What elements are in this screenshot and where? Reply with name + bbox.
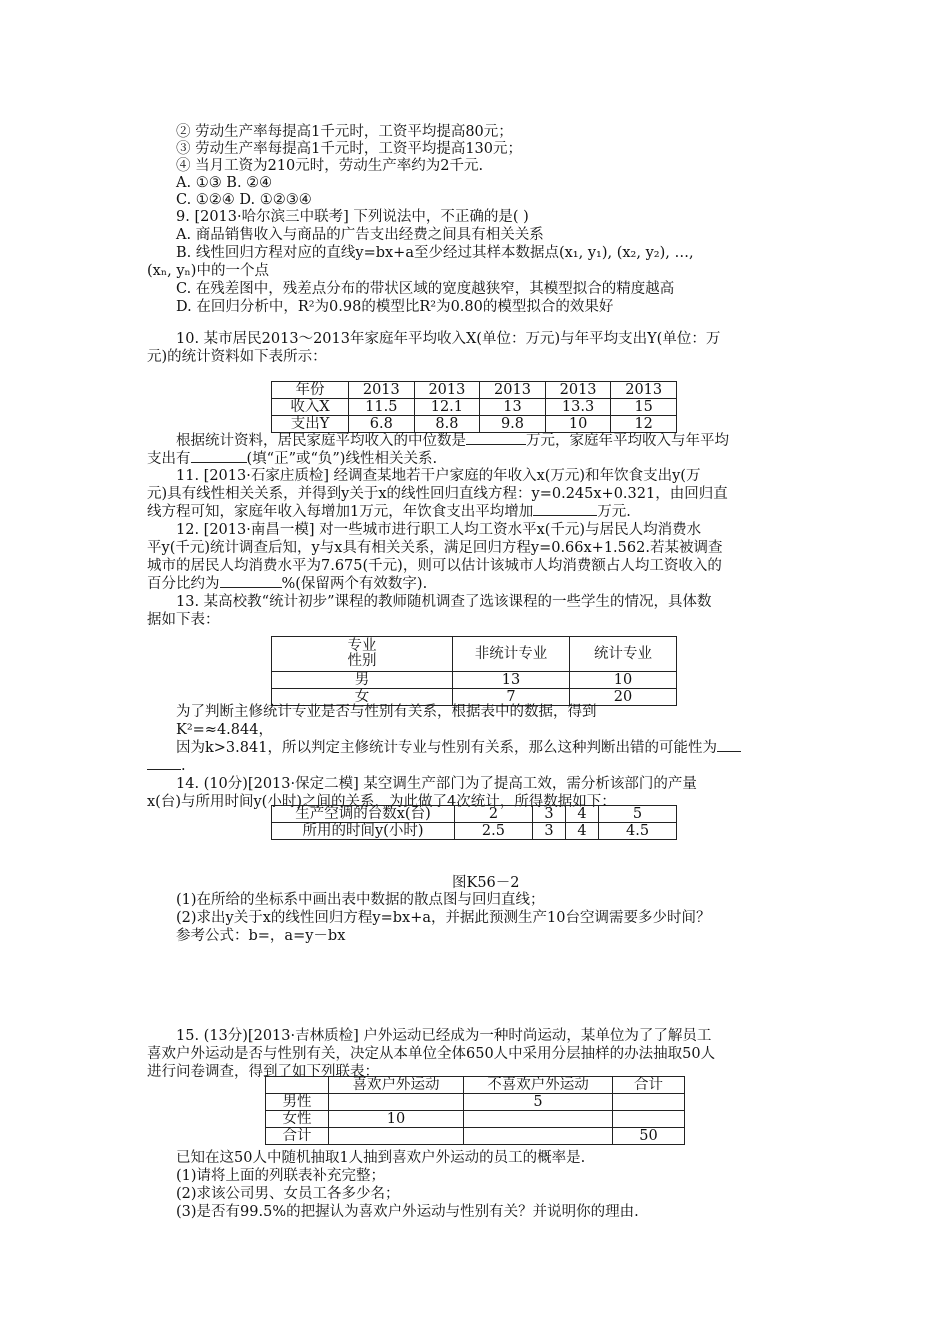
answer-blank[interactable] (220, 587, 282, 588)
table-cell: 7 (453, 689, 570, 706)
answer-blank[interactable] (717, 751, 741, 752)
q11-text: 线方程可知，家庭年收入每增加1万元，年饮食支出平均增加 (147, 504, 534, 520)
table-cell: 2013 (480, 382, 546, 399)
figure-caption: 图K56－2 (452, 875, 520, 891)
q8-statement-3: ③ 劳动生产率每提高1千元时，工资平均提高130元； (176, 141, 523, 157)
q10-answer-line2 (147, 451, 437, 468)
table-cell: 15 (611, 399, 677, 416)
q10-answer-text-1: 根据统计资料，居民家庭平均收入的中位数是 (176, 433, 466, 449)
table-cell: 13 (453, 672, 570, 689)
answer-blank[interactable] (191, 462, 247, 463)
table-cell: 2013 (414, 382, 480, 399)
q13-text: 因为k>3.841，所以判定主修统计专业与性别有关系，那么这种判断出错的可能性为 (176, 740, 717, 756)
q11-line2: 元)具有线性相关关系，并得到y关于x的线性回归直线方程：y=0.245x+0.321，由回归直 (147, 486, 728, 502)
table-cell (613, 1111, 685, 1128)
q10-answer-text-2: 万元，家庭年平均收入与年平均 (526, 433, 729, 449)
q14-part2: (2)求出y关于x的线性回归方程y=bx+a，并据此预测生产10台空调需要多少时间？ (176, 910, 711, 926)
q15-part2: (2)求该公司男、女员工各多少名； (176, 1186, 400, 1202)
table-cell: 年份 (272, 382, 349, 399)
corner-label-top: 专业 (347, 638, 377, 654)
table-cell: 3 (532, 806, 565, 823)
q9-stem: 9. [2013·哈尔滨三中联考] 下列说法中，不正确的是( ) (176, 209, 529, 225)
table-cell (464, 1128, 613, 1145)
q9-option-b-line2: (xₙ, yₙ)中的一个点 (147, 263, 269, 279)
q14-line1: 14. (10分)[2013·保定二模] 某空调生产部门为了提高工效，需分析该部门的产量 (176, 776, 697, 792)
q9-option-c: C. 在残差图中，残差点分布的带状区域的宽度越狭窄，其模型拟合的精度越高 (176, 281, 675, 297)
table-row (272, 806, 677, 823)
q13-line2: 据如下表： (147, 612, 220, 628)
q8-statement-4: ④ 当月工资为210元时，劳动生产率约为2千元. (176, 158, 484, 174)
q15-given: 已知在这50人中随机抽取1人抽到喜欢户外运动的员工的概率是. (176, 1150, 586, 1166)
table-cell: 6.8 (349, 416, 415, 433)
table-cell: 生产空调的台数x(台) (272, 806, 455, 823)
table-cell: 2013 (611, 382, 677, 399)
table-header-cell: 非统计专业 (453, 637, 570, 672)
table-row (266, 1077, 685, 1094)
table-cell: 男性 (266, 1094, 329, 1111)
table-cell (329, 1128, 464, 1145)
table-row (266, 1094, 685, 1111)
table-cell: 13 (480, 399, 546, 416)
table-cell (464, 1111, 613, 1128)
table-corner-cell (272, 637, 453, 672)
table-cell: 收入X (272, 399, 349, 416)
table-header-cell: 不喜欢户外运动 (464, 1077, 613, 1094)
table-header-cell: 喜欢户外运动 (329, 1077, 464, 1094)
q10-answer-text-3: 支出有 (147, 451, 191, 467)
q14-formula: 参考公式：b=，a=y－bx (176, 928, 346, 944)
q15-part3: (3)是否有99.5%的把握认为喜欢户外运动与性别有关？并说明你的理由. (176, 1204, 639, 1220)
table-cell: 12 (611, 416, 677, 433)
table-cell: 3 (532, 823, 565, 840)
q11-unit: 万元. (597, 504, 631, 520)
q9-option-a: A. 商品销售收入与商品的广告支出经费之间具有相关关系 (176, 227, 544, 243)
table-cell: 合计 (266, 1128, 329, 1145)
table-cell: 2.5 (455, 823, 533, 840)
q8-statement-2: ② 劳动生产率每提高1千元时，工资平均提高80元； (176, 124, 513, 140)
q15-contingency-table (265, 1076, 685, 1145)
table-row (272, 823, 677, 840)
q15-line1: 15. (13分)[2013·吉林质检] 户外运动已经成为一种时尚运动，某单位为了了解员工 (176, 1028, 712, 1044)
q9-option-b-line1: B. 线性回归方程对应的直线y=bx+a至少经过其样本数据点(x₁, y₁), (x₂, y₂), …, (176, 245, 694, 261)
q15-line3: 进行问卷调查，得到了如下列联表： (147, 1064, 379, 1080)
table-cell: 4 (565, 823, 598, 840)
table-cell: 13.3 (545, 399, 611, 416)
q12-text: 百分比约为 (147, 576, 220, 592)
q12-line2: 平y(千元)统计调查后知，y与x具有相关关系，满足回归方程y=0.66x+1.562.若某被调查 (147, 540, 723, 556)
table-cell: 2013 (349, 382, 415, 399)
table-cell: 12.1 (414, 399, 480, 416)
q13-end: . (181, 758, 186, 774)
table-header-cell: 合计 (613, 1077, 685, 1094)
q13-data-table (271, 636, 677, 706)
q8-options-cd: C. ①②④ D. ①②③④ (176, 192, 312, 208)
q12-tail: %(保留两个有效数字). (281, 576, 428, 592)
answer-blank[interactable] (533, 515, 597, 516)
answer-blank[interactable] (466, 444, 526, 445)
table-cell: 8.8 (414, 416, 480, 433)
table-cell: 男 (272, 672, 453, 689)
q14-line2: x(台)与所用时间y(小时)之间的关系，为此做了4次统计，所得数据如下： (147, 794, 616, 810)
q11-line1: 11. [2013·石家庄质检] 经调查某地若干户家庭的年收入x(万元)和年饮食支出y(万 (176, 468, 701, 484)
table-row (272, 399, 677, 416)
q15-part1: (1)请将上面的列联表补充完整； (176, 1168, 386, 1184)
table-cell: 10 (329, 1111, 464, 1128)
q10-answer-line1 (176, 433, 729, 450)
q10-line1: 10. 某市居民2013～2013年家庭年平均收入X(单位：万元)与年平均支出Y(单位：万 (176, 331, 721, 347)
q13-answer-line1: 为了判断主修统计专业是否与性别有关系，根据表中的数据，得到 (176, 704, 597, 720)
corner-label-bottom: 性别 (347, 653, 377, 669)
table-cell: 4.5 (599, 823, 677, 840)
table-cell: 2013 (545, 382, 611, 399)
q14-part1: (1)在所给的坐标系中画出表中数据的散点图与回归直线； (176, 892, 545, 908)
q12-line3: 城市的居民人均消费水平为7.675(千元)，则可以估计该城市人均消费额占人均工资收入的 (147, 558, 722, 574)
q13-answer-line3 (176, 740, 741, 757)
q13-answer-line4 (147, 758, 186, 775)
q12-line4 (147, 576, 427, 593)
table-row (272, 382, 677, 399)
q15-line2: 喜欢户外运动是否与性别有关，决定从本单位全体650人中采用分层抽样的办法抽取50人 (147, 1046, 716, 1062)
table-row (266, 1128, 685, 1145)
table-cell: 5 (464, 1094, 613, 1111)
table-row (266, 1111, 685, 1128)
table-cell (613, 1094, 685, 1111)
table-cell: 11.5 (349, 399, 415, 416)
table-cell: 50 (613, 1128, 685, 1145)
table-cell: 20 (570, 689, 677, 706)
table-row (272, 637, 677, 672)
q10-answer-text-4: (填“正”或“负”)线性相关关系. (246, 451, 438, 467)
table-cell (266, 1077, 329, 1094)
table-cell: 5 (599, 806, 677, 823)
q13-line1: 13. 某高校教“统计初步”课程的教师随机调查了选该课程的一些学生的情况，具体数 (176, 594, 712, 610)
q13-answer-line2: K²=≈4.844， (176, 722, 273, 738)
q8-options-ab: A. ①③ B. ②④ (176, 175, 273, 191)
table-row (272, 689, 677, 706)
q10-data-table (271, 381, 677, 433)
table-cell: 9.8 (480, 416, 546, 433)
table-cell: 10 (545, 416, 611, 433)
table-cell: 10 (570, 672, 677, 689)
table-cell: 2 (455, 806, 533, 823)
table-cell: 4 (565, 806, 598, 823)
table-cell: 所用的时间y(小时) (272, 823, 455, 840)
answer-blank[interactable] (147, 769, 181, 770)
q12-line1: 12. [2013·南昌一模] 对一些城市进行职工人均工资水平x(千元)与居民人均消费水 (176, 522, 702, 538)
q10-line2: 元)的统计资料如下表所示： (147, 349, 327, 365)
table-cell: 支出Y (272, 416, 349, 433)
table-cell: 女性 (266, 1111, 329, 1128)
table-header-cell: 统计专业 (570, 637, 677, 672)
table-cell (329, 1094, 464, 1111)
table-row (272, 416, 677, 433)
q9-option-d: D. 在回归分析中，R²为0.98的模型比R²为0.80的模型拟合的效果好 (176, 299, 614, 315)
table-cell: 女 (272, 689, 453, 706)
q14-data-table (271, 805, 677, 840)
q11-line3 (147, 504, 631, 521)
table-row (272, 672, 677, 689)
